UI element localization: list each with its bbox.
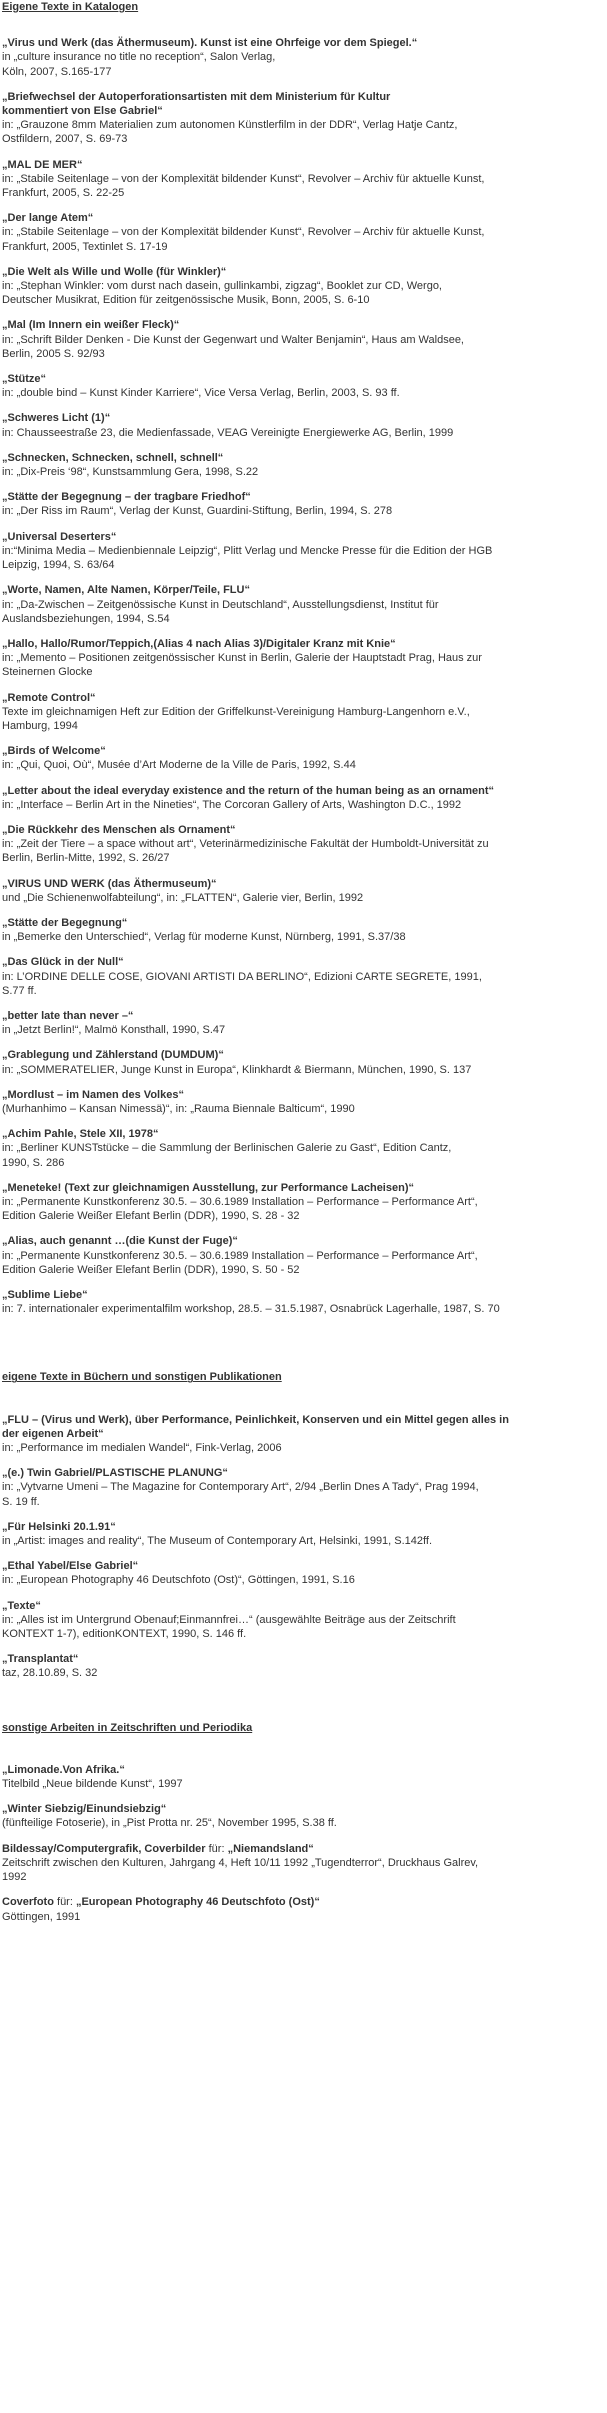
list-item [2, 1895, 597, 1923]
list-item [2, 1413, 597, 1456]
entry-title: „Achim Pahle, Stele XII, 1978“ [2, 1128, 159, 1141]
entry-title: „Schnecken, Schnecken, schnell, schnell“ [2, 451, 224, 464]
entry-title-connector: für: [53, 1896, 76, 1909]
list-item [2, 637, 597, 680]
list-item [2, 1181, 597, 1224]
entry-publication-detail: in: „Stephan Winkler: vom durst nach dasein, gullinkambi, zigzag“, Booklet zur CD, Wergo, Deutscher Musikrat, Edition für zeitgenössische Musik, Bonn, 2005, S. 6-10 [2, 280, 442, 307]
entry-title: „Das Glück in der Null“ [2, 956, 124, 969]
entry-publication-detail: Titelbild „Neue bildende Kunst“, 1997 [2, 1778, 183, 1791]
list-item [2, 691, 597, 734]
list-item [2, 451, 597, 479]
entry-title: „Texte“ [2, 1599, 41, 1612]
section-heading-books: eigene Texte in Büchern und sonstigen Publikationen [2, 1371, 282, 1384]
list-item [2, 265, 597, 308]
entry-publication-detail: in: „Da-Zwischen – Zeitgenössische Kunst in Deutschland“, Ausstellungsdienst, Institut für Auslandsbeziehungen, 1994, S.54 [2, 598, 439, 625]
list-item [2, 530, 597, 573]
entry-publication-detail: in: „Schrift Bilder Denken - Die Kunst der Gegenwart und Walter Benjamin“, Haus am Waldsee, Berlin, 2005 S. 92/93 [2, 333, 464, 360]
section-heading-periodicals: sonstige Arbeiten in Zeitschriften und Periodika [2, 1721, 253, 1734]
list-item [2, 583, 597, 626]
entry-title: „Sublime Liebe“ [2, 1289, 88, 1302]
entry-title: „Stütze“ [2, 373, 46, 386]
entry-publication-detail: in: „Permanente Kunstkonferenz 30.5. – 30.6.1989 Installation – Performance – Performance Art“, Edition Galerie Weißer Elefant Berlin (DDR), 1990, S. 50 - 52 [2, 1249, 478, 1276]
entry-title [2, 1842, 597, 1856]
catalog-entries-list [2, 36, 597, 1316]
entry-publication-detail: in: „Zeit der Tiere – a space without art“, Veterinärmedizinische Fakultät der Humboldt-Universität zu Berlin, Berlin-Mitte, 1992, S. 26/27 [2, 838, 489, 865]
entry-publication-detail: (Murhanhimo – Kansan Nimessä)“, in: „Rauma Biennale Balticum“, 1990 [2, 1102, 355, 1115]
list-item [2, 211, 597, 254]
entry-title: „Virus und Werk (das Äthermuseum). Kunst ist eine Ohrfeige vor dem Spiegel.“ [2, 37, 418, 50]
list-item [2, 1763, 597, 1791]
entry-publication-detail: taz, 28.10.89, S. 32 [2, 1667, 98, 1680]
entry-publication-detail: in „Jetzt Berlin!“, Malmö Konsthall, 1990, S.47 [2, 1024, 226, 1037]
list-item [2, 744, 597, 772]
entry-title: „FLU – (Virus und Werk), über Performance, Peinlichkeit, Konserven und ein Mittel gegen alles in der eigenen Arbeit“ [2, 1413, 509, 1440]
list-item [2, 823, 597, 866]
entry-publication-detail: Texte im gleichnamigen Heft zur Edition der Griffelkunst-Vereinigung Hamburg-Langenhorn e.V., Hamburg, 1994 [2, 705, 470, 732]
entry-publication-detail: in: „European Photography 46 Deutschfoto (Ost)“, Göttingen, 1991, S.16 [2, 1574, 355, 1587]
list-item [2, 877, 597, 905]
entry-publication-detail: Zeitschrift zwischen den Kulturen, Jahrgang 4, Heft 10/11 1992 „Tugendterror“, Druckhaus Galrev, 1992 [2, 1856, 479, 1884]
entry-title: „VIRUS UND WERK (das Äthermuseum)“ [2, 877, 217, 890]
entry-title-connector: für: [205, 1842, 228, 1855]
list-item [2, 1842, 597, 1885]
entry-title: „Briefwechsel der Autoperforationsartisten mit dem Ministerium für Kultur kommentiert von Else Gabriel“ [2, 90, 391, 118]
entry-publication-detail: in: „Berliner KUNSTstücke – die Sammlung der Berlinischen Galerie zu Gast“, Edition Cantz, 1990, S. 286 [2, 1142, 452, 1169]
entry-title: „Grablegung und Zählerstand (DUMDUM)“ [2, 1049, 224, 1062]
list-item [2, 1127, 597, 1170]
periodical-entries-list [2, 1763, 597, 1924]
list-item [2, 784, 597, 812]
entry-publication-detail: in: „Grauzone 8mm Materialien zum autonomen Künstlerfilm in der DDR“, Verlag Hatje Cantz, Ostfildern, 2007, S. 69-73 [2, 119, 458, 146]
entry-publication-detail: und „Die Schienenwolfabteilung“, in: „FLATTEN“, Galerie vier, Berlin, 1992 [2, 891, 364, 904]
entry-title: „Ethal Yabel/Else Gabriel“ [2, 1560, 139, 1573]
list-item [2, 411, 597, 439]
entry-title-lead: Bildessay/Computergrafik, Coverbilder [2, 1842, 206, 1855]
list-item [2, 36, 597, 79]
entry-publication-detail: in:“Minima Media – Medienbiennale Leipzig“, Plitt Verlag und Mencke Presse für die Edition der HGB Leipzig, 1994, S. 63/64 [2, 544, 493, 572]
list-item [2, 372, 597, 400]
entry-title: „Mal (Im Innern ein weißer Fleck)“ [2, 319, 180, 332]
list-item [2, 916, 597, 944]
entry-publication-detail: in: „double bind – Kunst Kinder Karriere“, Vice Versa Verlag, Berlin, 2003, S. 93 ff. [2, 387, 400, 400]
entry-title-lead: Coverfoto [2, 1896, 54, 1909]
entry-title-tail: „Niemandsland“ [227, 1842, 314, 1855]
list-item [2, 1088, 597, 1116]
entry-publication-detail: in: „Der Riss im Raum“, Verlag der Kunst, Guardini-Stiftung, Berlin, 1994, S. 278 [2, 505, 393, 518]
section-heading-catalogs: Eigene Texte in Katalogen [2, 1, 139, 13]
entry-title-tail: „European Photography 46 Deutschfoto (Ost)“ [75, 1896, 320, 1909]
entry-title: „Birds of Welcome“ [2, 745, 106, 758]
list-item [2, 1520, 597, 1548]
list-item [2, 490, 597, 518]
entry-publication-detail: in: „Dix-Preis ‘98“, Kunstsammlung Gera, 1998, S.22 [2, 466, 259, 479]
entry-publication-detail: in „Artist: images and reality“, The Museum of Contemporary Art, Helsinki, 1991, S.142ff. [2, 1535, 433, 1548]
entry-title: „MAL DE MER“ [2, 158, 83, 171]
entry-publication-detail: in: „Interface – Berlin Art in the Nineties“, The Corcoran Gallery of Arts, Washington D.C., 1992 [2, 798, 462, 811]
entry-title: „Alias, auch genannt …(die Kunst der Fuge)“ [2, 1235, 238, 1248]
entry-title: „Stätte der Begegnung – der tragbare Friedhof“ [2, 491, 251, 504]
list-item [2, 318, 597, 361]
entry-title: „Die Welt als Wille und Wolle (für Winkler)“ [2, 265, 227, 278]
list-item [2, 1288, 597, 1316]
entry-title: „better late than never –“ [2, 1009, 134, 1022]
entry-title: „Hallo, Hallo/Rumor/Teppich,(Alias 4 nach Alias 3)/Digitaler Kranz mit Knie“ [2, 637, 396, 650]
list-item [2, 1009, 597, 1037]
list-item [2, 1048, 597, 1076]
list-item [2, 158, 597, 201]
list-item [2, 1599, 597, 1642]
entry-publication-detail: in: 7. internationaler experimentalfilm workshop, 28.5. – 31.5.1987, Osnabrück Lagerhalle, 1987, S. 70 [2, 1303, 500, 1316]
list-item [2, 1652, 597, 1680]
entry-title: „Für Helsinki 20.1.91“ [2, 1520, 116, 1533]
entry-title: „Mordlust – im Namen des Volkes“ [2, 1088, 184, 1101]
entry-title: „Meneteke! (Text zur gleichnamigen Ausstellung, zur Performance Lacheisen)“ [2, 1181, 414, 1194]
entry-title: „Remote Control“ [2, 691, 96, 704]
entry-title: „Schweres Licht (1)“ [2, 412, 111, 425]
entry-publication-detail: in: „Alles ist im Untergrund Obenauf;Einmannfrei…“ (ausgewählte Beiträge aus der Zeitschrift KONTEXT 1-7), editionKONTEXT, 1990, S. 146 ff. [2, 1613, 456, 1641]
entry-publication-detail: in: „Performance im medialen Wandel“, Fink-Verlag, 2006 [2, 1442, 282, 1455]
list-item [2, 90, 597, 147]
entry-publication-detail: (fünfteilige Fotoserie), in „Pist Protta nr. 25“, November 1995, S.38 ff. [2, 1817, 337, 1830]
entry-publication-detail: Göttingen, 1991 [2, 1910, 81, 1923]
entry-title: „Universal Deserters“ [2, 530, 117, 543]
entry-publication-detail: in: „Memento – Positionen zeitgenössischer Kunst in Berlin, Galerie der Hauptstadt Prag, Haus zur Steinernen Glocke [2, 652, 482, 679]
entry-publication-detail: in: „Qui, Quoi, Où“, Musée d’Art Moderne de la Ville de Paris, 1992, S.44 [2, 759, 356, 772]
entry-publication-detail: in: „Permanente Kunstkonferenz 30.5. – 30.6.1989 Installation – Performance – Performance Art“, Edition Galerie Weißer Elefant Berlin (DDR), 1990, S. 28 - 32 [2, 1196, 478, 1223]
entry-publication-detail: in: „Vytvarne Umeni – The Magazine for Contemporary Art“, 2/94 „Berlin Dnes A Tady“, Prag 1994, S. 19 ff. [2, 1481, 479, 1508]
entry-publication-detail: in: „SOMMERATELIER, Junge Kunst in Europa“, Klinkhardt & Biermann, München, 1990, S. 137 [2, 1063, 472, 1076]
list-item [2, 955, 597, 998]
entry-title: „Letter about the ideal everyday existence and the return of the human being as an ornament“ [2, 784, 495, 797]
entry-publication-detail: in: „Stabile Seitenlage – von der Komplexität bildender Kunst“, Revolver – Archiv für aktuelle Kunst, Frankfurt, 2005, S. 22-25 [2, 172, 485, 200]
entry-title: „Der lange Atem“ [2, 212, 94, 225]
entry-publication-detail: in: „Stabile Seitenlage – von der Komplexität bildender Kunst“, Revolver – Archiv für aktuelle Kunst, Frankfurt, 2005, Textinlet S. 17-19 [2, 226, 485, 253]
list-item [2, 1802, 597, 1830]
entry-publication-detail: in „Bemerke den Unterschied“, Verlag für moderne Kunst, Nürnberg, 1991, S.37/38 [2, 931, 406, 944]
entry-title: „Transplantat“ [2, 1653, 79, 1666]
entry-title [2, 1895, 597, 1909]
entry-publication-detail: in „culture insurance no title no reception“, Salon Verlag, Köln, 2007, S.165-177 [2, 51, 276, 78]
book-entries-list [2, 1413, 597, 1681]
entry-title: „Die Rückkehr des Menschen als Ornament“ [2, 823, 236, 836]
entry-title: „(e.) Twin Gabriel/PLASTISCHE PLANUNG“ [2, 1467, 228, 1480]
entry-title: „Stätte der Begegnung“ [2, 916, 128, 929]
entry-title: „Worte, Namen, Alte Namen, Körper/Teile, FLU“ [2, 584, 250, 597]
entry-title: „Limonade.Von Afrika.“ [2, 1763, 125, 1776]
entry-publication-detail: in: L’ORDINE DELLE COSE, GIOVANI ARTISTI DA BERLINO“, Edizioni CARTE SEGRETE, 1991, S.77 ff. [2, 970, 482, 997]
entry-title: „Winter Siebzig/Einundsiebzig“ [2, 1803, 167, 1816]
list-item [2, 1466, 597, 1509]
list-item [2, 1234, 597, 1277]
list-item [2, 1559, 597, 1587]
entry-publication-detail: in: Chausseestraße 23, die Medienfassade, VEAG Vereinigte Energiewerke AG, Berlin, 1999 [2, 426, 454, 439]
